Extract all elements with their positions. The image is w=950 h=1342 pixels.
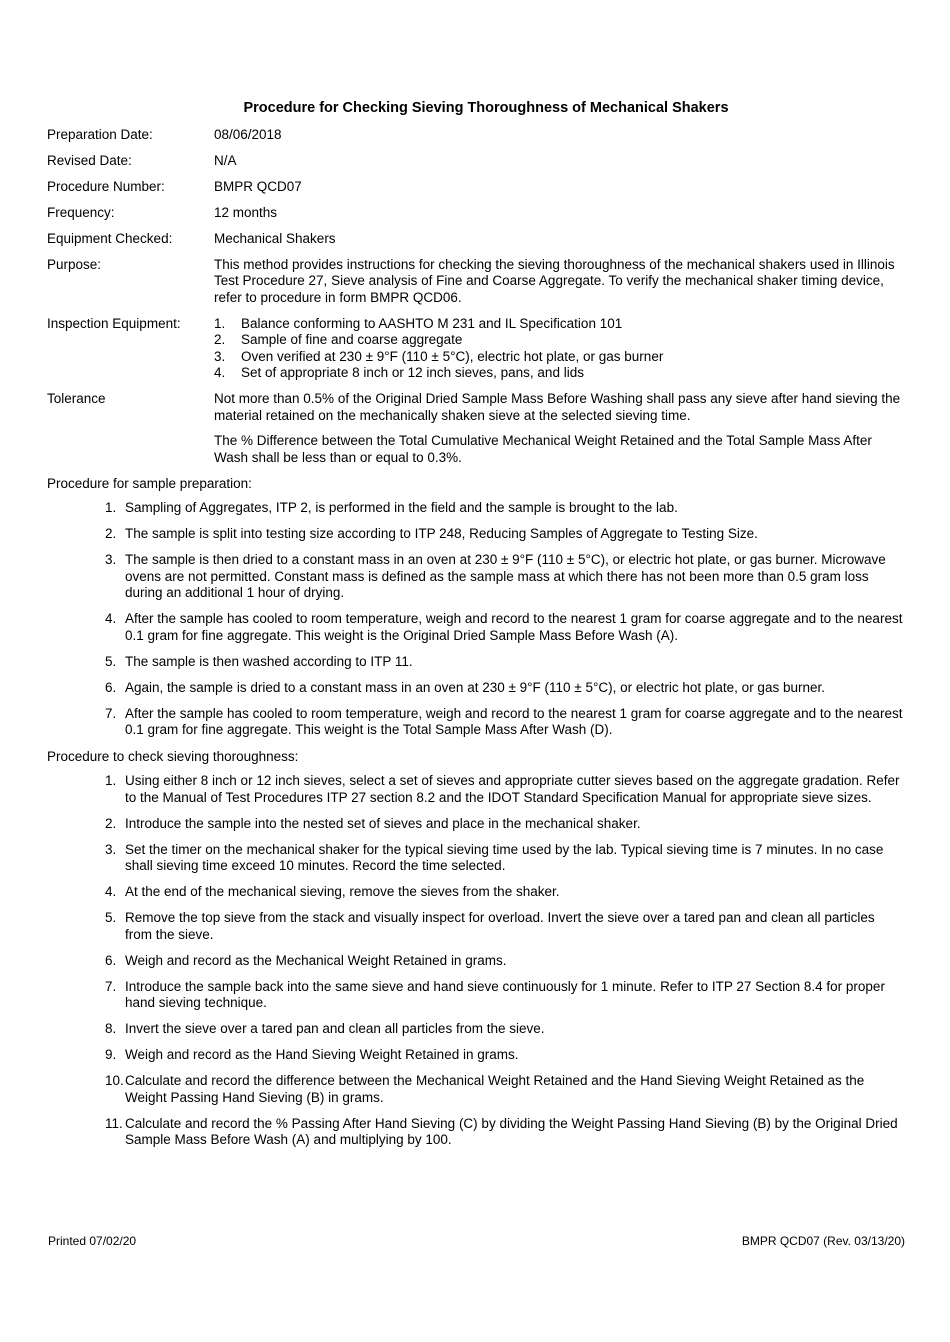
field-value: This method provides instructions for checking the sieving thoroughness of the mechanical shakers used in Illinois Test Procedure 27, Sieve analysis of Fine and Coarse Aggregate. To verify the mechanical shaker timing device, refer to procedure in form BMPR QCD06. [214, 256, 895, 305]
field-label: Frequency: [47, 204, 115, 220]
list-item: 11. Calculate and record the % Passing After Hand Sieving (C) by dividing the Weight Passing Hand Sieving (B) by the Original Dried Sample Mass Before Wash (A) and multiplying by 100. [105, 1115, 898, 1147]
field-label: Purpose: [47, 256, 102, 272]
list-item: 3. Set the timer on the mechanical shaker for the typical sieving time used by the lab. Typical sieving time is 7 minutes. In no case shall sieving time exceed 10 minutes. Record the time selected. [105, 841, 884, 873]
list-item: 6. Weigh and record as the Mechanical Weight Retained in grams. [105, 952, 507, 968]
field-procedure-number [47, 179, 905, 196]
field-equipment-checked [47, 231, 905, 248]
list-item: 2. The sample is split into testing size according to ITP 248, Reducing Samples of Aggregate to Testing Size. [105, 526, 758, 541]
list-item: 7. Introduce the sample back into the same sieve and hand sieve continuously for 1 minute. Refer to ITP 27 Section 8.4 for proper hand sieving technique. [105, 978, 885, 1010]
list-item: 1. Balance conforming to AASHTO M 231 and IL Specification 101 [214, 315, 623, 331]
field-value: Mechanical Shakers [214, 230, 336, 246]
document-title: Procedure for Checking Sieving Thoroughness of Mechanical Shakers [243, 100, 729, 116]
list-item: 4. Set of appropriate 8 inch or 12 inch sieves, pans, and lids [214, 365, 584, 380]
list-item: 9. Weigh and record as the Hand Sieving Weight Retained in grams. [105, 1047, 519, 1062]
field-purpose [47, 257, 905, 307]
field-value: 08/06/2018 [214, 126, 282, 142]
document-page [47, 100, 905, 1159]
field-inspection-equipment [47, 316, 905, 382]
footer-form-id: BMPR QCD07 (Rev. 03/13/20) [741, 1234, 905, 1248]
list-item: 5. Remove the top sieve from the stack and visually inspect for overload. Invert the sieve over a tared pan and clean all particles from the sieve. [105, 910, 875, 942]
list-item: 8. Invert the sieve over a tared pan and clean all particles from the sieve. [105, 1021, 545, 1036]
field-value: BMPR QCD07 [214, 178, 302, 194]
check-steps [47, 773, 905, 1149]
list-item: 7. After the sample has cooled to room temperature, weigh and record to the nearest 1 gram for coarse aggregate and to the nearest 0.1 gram for fine aggregate. This weight is the Total Sample Mass After Wash (D). [105, 705, 903, 737]
list-item: 4. At the end of the mechanical sieving, remove the sieves from the shaker. [105, 884, 560, 899]
inspection-equipment-list [214, 316, 905, 382]
field-label: Equipment Checked: [47, 230, 173, 246]
list-item: 1. Sampling of Aggregates, ITP 2, is performed in the field and the sample is brought to the lab. [105, 500, 678, 515]
field-value: 12 months [214, 204, 278, 220]
tolerance-paragraph: The % Difference between the Total Cumulative Mechanical Weight Retained and the Total Sample Mass After Wash shall be less than or equal to 0.3%. [214, 433, 872, 465]
field-label: Procedure Number: [47, 178, 165, 194]
field-label: Tolerance [47, 391, 106, 406]
list-item: 4. After the sample has cooled to room temperature, weigh and record to the nearest 1 gram for coarse aggregate and to the nearest 0.1 gram for fine aggregate. This weight is the Original Dried Sample Mass Before Wash (A). [105, 611, 903, 643]
field-frequency [47, 205, 905, 222]
field-preparation-date [47, 127, 905, 144]
footer-printed-date: Printed 07/02/20 [48, 1234, 137, 1248]
list-item: 1. Using either 8 inch or 12 inch sieves, select a set of sieves and appropriate cutter sieves based on the aggregate gradation. Refer to the Manual of Test Procedures ITP 27 section 8.2 and the IDOT Standard Specification Manual for appropriate sieve sizes. [105, 773, 900, 805]
field-revised-date [47, 153, 905, 170]
tolerance-paragraph: Not more than 0.5% of the Original Dried Sample Mass Before Washing shall pass any sieve after hand sieving the material retained on the mechanically shaken sieve at the selected sieving time. [214, 391, 901, 423]
list-item: 3. Oven verified at 230 ± 9°F (110 ± 5°C), electric hot plate, or gas burner [214, 348, 664, 364]
list-item: 2. Introduce the sample into the nested set of sieves and place in the mechanical shaker. [105, 815, 641, 831]
section-heading-check: Procedure to check sieving thoroughness: [47, 748, 299, 764]
list-item: 2. Sample of fine and coarse aggregate [214, 332, 463, 347]
preparation-steps [47, 500, 905, 739]
list-item: 6. Again, the sample is dried to a constant mass in an oven at 230 ± 9°F (110 ± 5°C), or electric hot plate, or gas burner. [105, 679, 825, 695]
list-item: 5. The sample is then washed according to ITP 11. [105, 653, 413, 669]
field-value: N/A [214, 152, 237, 168]
section-heading-preparation: Procedure for sample preparation: [47, 475, 252, 491]
field-label: Revised Date: [47, 152, 132, 168]
list-item: 10. Calculate and record the difference between the Mechanical Weight Retained and the Hand Sieving Weight Retained as the Weight Passing Hand Sieving (B) in grams. [105, 1073, 865, 1105]
field-label: Preparation Date: [47, 126, 153, 142]
list-item: 3. The sample is then dried to a constant mass in an oven at 230 ± 9°F (110 ± 5°C), or electric hot plate, or gas burner. Microwave ovens are not permitted. Constant mass is defined as the sample mass at which there has not been more than 0.5 gram loss during an additional 1 hour of drying. [105, 552, 886, 600]
field-tolerance [47, 391, 905, 466]
field-label: Inspection Equipment: [47, 315, 181, 331]
